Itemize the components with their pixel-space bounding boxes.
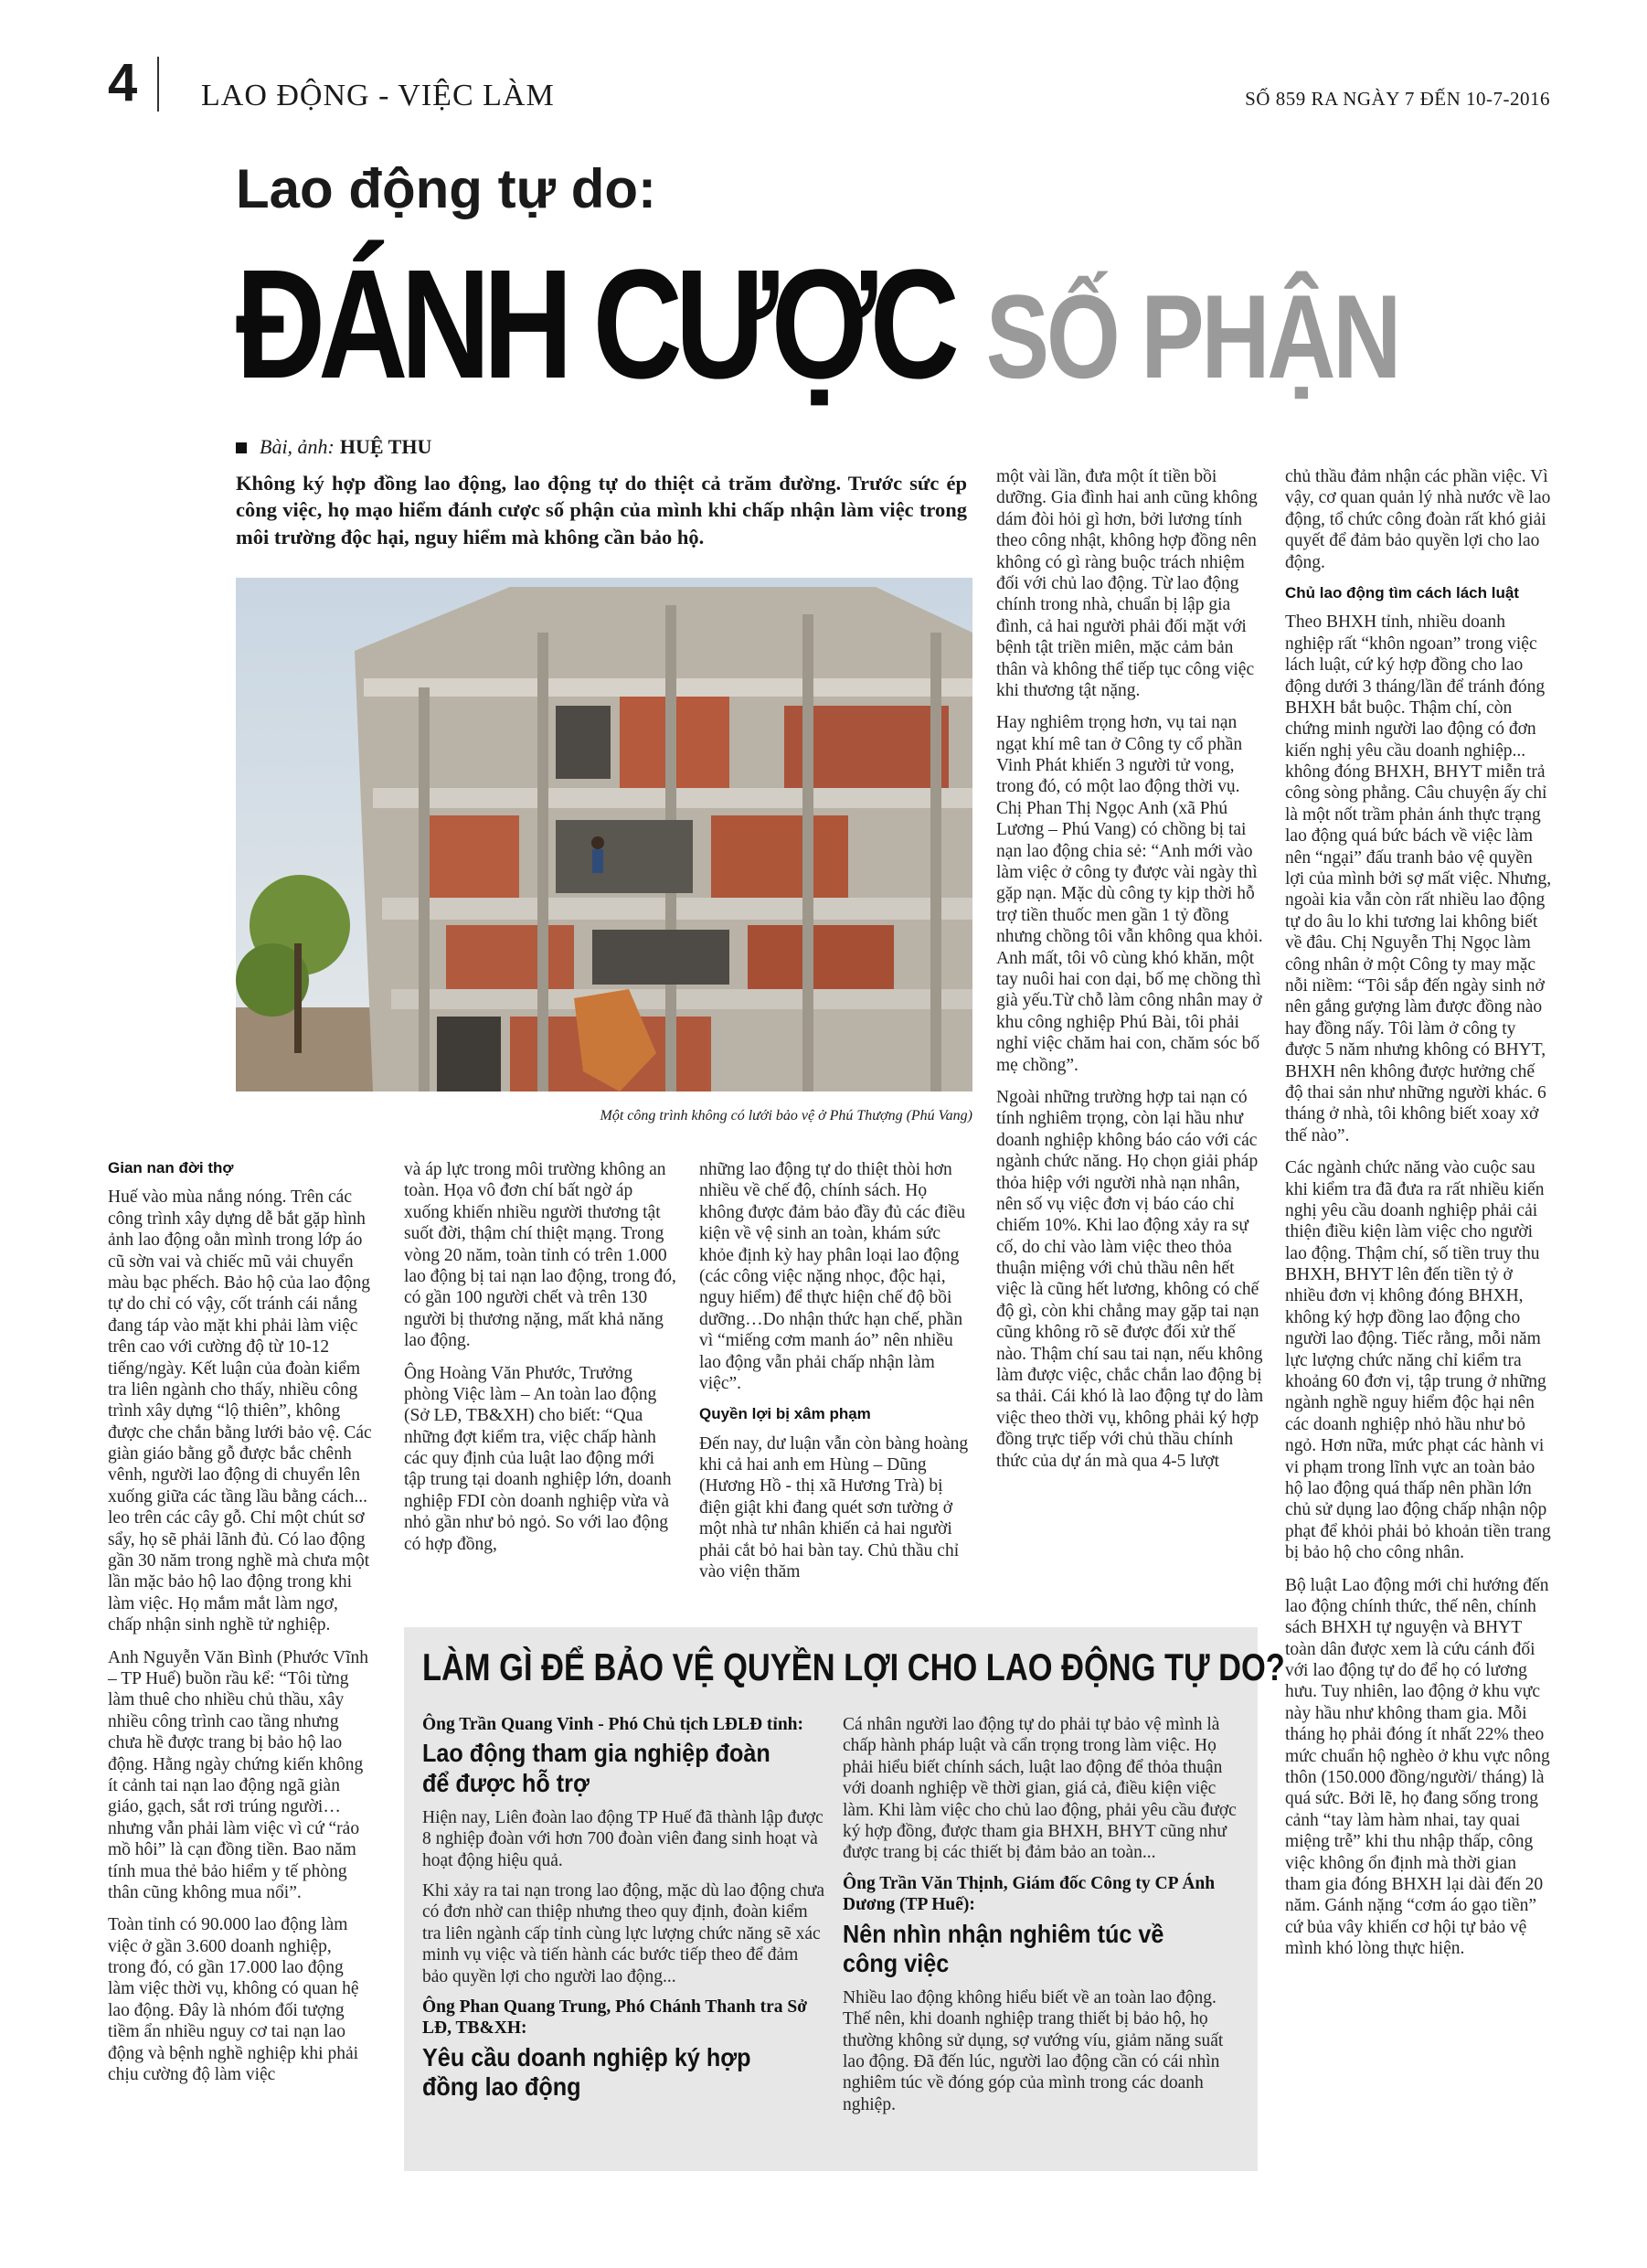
page-number: 4 — [108, 53, 138, 112]
box-column-right — [843, 1714, 1239, 2124]
byline-label: Bài, ảnh: — [260, 435, 335, 458]
paragraph: Bộ luật Lao động mới chỉ hướng đến lao động chính thức, thế nên, chính sách BHXH tự nguyện và BHYT toàn dân được xem là cứu cánh đối với lao động tự do để họ có lương hưu. Tuy nhiên, lao động ở khu vực này hầu như không tham gia. Mỗi tháng họ phải đóng ít nhất 22% theo mức chuẩn hộ nghèo ở khu vực nông thôn (150.000 đồng/người/ tháng) là quá sức. Bởi lẽ, họ đang sống trong cảnh “tay làm hàm nhai, tay quai miệng trễ” khi thu nhập thấp, công việc không ổn định mà thời gian tham gia đóng BHXH lại dài đến 20 năm. Gánh nặng “cơm áo gạo tiền” cứ bủa vây khiến cơ hội tự bảo vệ mình khó lòng thực hiện. — [1285, 1575, 1550, 1959]
quote-heading: Nên nhìn nhận nghiêm túc về công việc — [843, 1919, 1164, 1977]
construction-building-illustration — [236, 578, 972, 1091]
column-4 — [996, 466, 1267, 1483]
paragraph: Anh Nguyễn Văn Bình (Phước Vĩnh – TP Huế) buồn rầu kể: “Tôi từng làm thuê cho nhiều chủ thầu, xây nhiều công trình cao tầng nhưng chưa hề được trang bị bảo hộ lao động. Hằng ngày chứng kiến không ít cảnh tai nạn lao động ngã giàn giáo, gạch, sắt rơi trúng người… nhưng vẫn phải làm việc vì cứ “rảo mồ hôi” là cạn đồng tiền. Bao năm tính mua thẻ bảo hiểm y tế phòng thân cũng không mua nổi”. — [108, 1647, 369, 1902]
paragraph: Theo BHXH tỉnh, nhiều doanh nghiệp rất “khôn ngoan” trong việc lách luật, cứ ký hợp đồng cho lao động dưới 3 tháng/lần để tránh đóng BHXH bắt buộc. Thậm chí, còn chứng minh người lao động có đơn kiến nghị yêu cầu doanh nghiệp... không đóng BHXH, BHYT miễn trả công sòng phẳng. Câu chuyện ấy chỉ là một nốt trầm phản ánh thực trạng lao động quá bức bách về việc làm nên “ngại” đấu tranh bảo vệ quyền lợi của mình bởi sợ mất việc. Nhưng, ngoài kia vẫn còn rất nhiều lao động tự do âu lo khi tương lai không biết về đâu. Chị Nguyễn Thị Ngọc làm công nhân ở một Công ty may mặc nỗi niềm: “Tôi sắp đến ngày sinh nở nên gắng gượng làm được đồng nào hay đồng nấy. Tôi làm ở công ty được 5 năm nhưng không có BHYT, BHXH nên không được hưởng chế độ thai sản như những người khác. 6 tháng ở nhà, tôi không biết xoay xở thế nào”. — [1285, 612, 1552, 1145]
column-2 — [404, 1159, 678, 1566]
paragraph: một vài lần, đưa một ít tiền bồi dưỡng. Gia đình hai anh cũng không dám đòi hỏi gì hơn, bởi lương tính theo công nhật, không hợp đồng nên không có gì ràng buộc trách nhiệm đối với chủ lao động. Từ lao động chính trong nhà, chuẩn bị lập gia đình, cả hai người phải đối mặt với bệnh tật triền miên, mặc cảm bản thân và không thể tiếp tục công việc khi thương tật nặng. — [996, 467, 1258, 700]
headline-black: ĐÁNH CƯỢC — [236, 238, 952, 411]
column-5 — [1285, 466, 1556, 1971]
square-bullet-icon — [236, 442, 247, 453]
byline — [236, 435, 431, 459]
paragraph: Đến nay, dư luận vẫn còn bàng hoàng khi cả hai anh em Hùng – Dũng (Hương Hồ - thị xã Hương Trà) bị điện giật khi đang quét sơn tường ở một nhà tư nhân khiến cả hai người phải cắt bỏ hai bàn tay. Chủ thầu chỉ vào viện thăm — [699, 1433, 969, 1582]
paragraph: Hay nghiêm trọng hơn, vụ tai nạn ngạt khí mê tan ở Công ty cổ phần Vinh Phát khiến 3 người tử vong, trong đó, có một lao động thời vụ. Chị Phan Thị Ngọc Anh (xã Phú Lương – Phú Vang) có chồng bị tai nạn lao động chia sẻ: “Anh mới vào làm việc ở công ty được vài ngày thì gặp nạn. Mặc dù công ty kịp thời hỗ trợ tiền thuốc men gần 1 tỷ đồng nhưng chồng tôi vẫn không qua khỏi. Anh mất, tôi vô cùng khó khăn, một tay nuôi hai con dại, bố mẹ chồng thì già yếu.Từ chỗ làm công nhân may ở khu công nghiệp Phú Bài, tôi phải nghỉ việc chăm hai con, chăm sóc bố mẹ chồng”. — [996, 713, 1263, 1075]
paragraph: Toàn tỉnh có 90.000 lao động làm việc ở gần 3.600 doanh nghiệp, trong đó, có gần 17.000 lao động làm việc thời vụ, không có quan hệ lao động. Đây là nhóm đối tượng tiềm ẩn nhiều nguy cơ tai nạn lao động và bệnh nghề nghiệp khi phải chịu cường độ làm việc — [108, 1915, 359, 2085]
subheading: Gian nan đời thợ — [108, 1159, 234, 1177]
section-title: LAO ĐỘNG - VIỆC LÀM — [201, 79, 555, 112]
article-photo — [236, 578, 972, 1091]
header-divider — [157, 57, 159, 112]
speaker: Ông Trần Quang Vinh - Phó Chủ tịch LĐLĐ tỉnh: — [422, 1715, 804, 1734]
paragraph: Cá nhân người lao động tự do phải tự bảo vệ mình là chấp hành pháp luật và cẩn trọng trong làm việc. Họ phải hiểu biết chính sách, luật lao động để thỏa thuận với doanh nghiệp về thời gian, giá cả, điều kiện việc làm. Khi làm việc cho chủ lao động, phải yêu cầu được ký hợp đồng, được tham gia BHXH, BHYT cũng như được trang bị các thiết bị đảm bảo an toàn... — [843, 1715, 1237, 1863]
byline-author: HUỆ THU — [339, 435, 432, 458]
quote-heading: Lao động tham gia nghiệp đoàn để được hỗ trợ — [422, 1739, 770, 1797]
speaker: Ông Trần Văn Thịnh, Giám đốc Công ty CP Ánh Dương (TP Huế): — [843, 1873, 1216, 1915]
paragraph: Các ngành chức năng vào cuộc sau khi kiểm tra đã đưa ra rất nhiều kiến nghị yêu cầu doanh nghiệp phải cải thiện điều kiện làm việc cho người lao động. Thậm chí, số tiền truy thu BHXH, BHYT lên đến tiền tỷ ở nhiều đơn vị không đóng BHXH, không ký hợp đồng lao động cho người lao động. Tiếc rằng, mỗi năm lực lượng chức năng chỉ kiểm tra khoảng 60 đơn vị, tập trung ở những ngành nghề nguy hiểm độc hại nên các doanh nghiệp nhỏ hầu như bỏ ngỏ. Hơn nữa, mức phạt các hành vi vi phạm trong lĩnh vực an toàn bảo hộ lao động quá thấp nên phần lớn chủ sử dụng lao động chấp nhận nộp phạt để khỏi phải bỏ khoản tiền trang bị bảo hộ cho công nhân. — [1285, 1158, 1551, 1563]
paragraph: Nhiều lao động không hiểu biết về an toàn lao động. Thế nên, khi doanh nghiệp trang thiết bị bảo hộ, họ thường không sử dụng, sợ vướng víu, giảm năng suất lao động. Đã đến lúc, người lao động cần có cái nhìn nghiêm túc về đóng góp của mình trong các doanh nghiệp. — [843, 1987, 1224, 2114]
headline-gray: SỐ PHẬN — [985, 270, 1399, 403]
paragraph: chủ thầu đảm nhận các phần việc. Vì vậy, cơ quan quản lý nhà nước về lao động, tổ chức công đoàn rất khó giải quyết để đảm bảo quyền lợi cho lao động. — [1285, 467, 1551, 572]
paragraph: và áp lực trong môi trường không an toàn. Họa vô đơn chí bất ngờ áp xuống khiến nhiều người thương tật suốt đời, thậm chí thiệt mạng. Trong vòng 20 năm, toàn tỉnh có trên 1.000 lao động bị tai nạn lao động, trong đó, có gần 100 người chết và trên 130 người bị thương nặng, mất khả năng lao động. — [404, 1160, 676, 1351]
lead-paragraph: Không ký hợp đồng lao động, lao động tự do thiệt cả trăm đường. Trước sức ép công việc, họ mạo hiểm đánh cược số phận của mình khi chấp nhận làm việc trong môi trường độc hại, nguy hiểm mà không cần bảo hộ. — [236, 472, 967, 548]
subheading: Chủ lao động tìm cách lách luật — [1285, 583, 1519, 602]
paragraph: Khi xảy ra tai nạn trong lao động, mặc dù lao động chưa có đơn nhờ can thiệp nhưng theo quy định, đoàn kiểm tra liên ngành cấp tỉnh cùng lực lượng chức năng sẽ xác minh vụ việc và tiến hành các bước tiếp theo để đảm bảo quyền lợi cho người lao động... — [422, 1880, 824, 1986]
headline — [236, 238, 1399, 411]
issue-date: SỐ 859 RA NGÀY 7 ĐẾN 10-7-2016 — [1245, 88, 1550, 110]
box-column-left — [422, 1714, 824, 2111]
paragraph: những lao động tự do thiệt thòi hơn nhiều về chế độ, chính sách. Họ không được đảm bảo đầy đủ các điều kiện về vệ sinh an toàn, khám sức khỏe định kỳ hay phân loại lao động (các công việc nặng nhọc, độc hại, nguy hiểm) để thực hiện chế độ bồi dưỡng…Do nhận thức hạn chế, phần vì “miếng cơm manh áo” nên nhiều lao động vẫn phải chấp nhận làm việc”. — [699, 1160, 966, 1393]
sidebar-box — [404, 1627, 1285, 2171]
speaker: Ông Phan Quang Trung, Phó Chánh Thanh tra Sở LĐ, TB&XH: — [422, 1996, 808, 2039]
paragraph: Huế vào mùa nắng nóng. Trên các công trình xây dựng dễ bắt gặp hình ảnh lao động oằn mình trong lớp áo cũ sờn vai và chiếc mũ vải chuyển màu bạc phếch. Bảo hộ của lao động tự do chỉ có vậy, cốt tránh cái nắng đang táp vào mặt khi phải làm việc trên cao với cường độ từ 10-12 tiếng/ngày. Kết luận của đoàn kiểm tra liên ngành cho thấy, nhiều công trình xây dựng “lộ thiên”, không được che chắn bằng lưới bảo vệ. Các giàn giáo bằng gỗ được bắc chênh vênh, người lao động di chuyển lên xuống giữa các tầng lầu bằng cách... leo trên các cây gỗ. Chỉ một chút sơ sẩy, họ sẽ phải lãnh đủ. Có lao động gần 30 năm trong nghề mà chưa một lần mặc bảo hộ lao động trong khi làm việc. Họ mắm mắt làm ngơ, chấp nhận sinh nghề tử nghiệp. — [108, 1187, 372, 1635]
box-title: LÀM GÌ ĐỂ BẢO VỆ QUYỀN LỢI CHO LAO ĐỘNG TỰ DO? — [422, 1645, 1285, 1688]
paragraph: Ngoài những trường hợp tai nạn có tính nghiêm trọng, còn lại hầu như doanh nghiệp không báo cáo với các ngành chức năng. Họ chọn giải pháp thỏa hiệp với người nhà nạn nhân, nên số vụ việc đơn vị báo cáo chỉ chiếm 10%. Khi lao động xảy ra sự cố, do chỉ vào làm việc theo thỏa thuận miệng với chủ thầu nên hết việc là cũng hết lương, không có chế độ gì, còn khi chẳng may gặp tai nạn cũng không rõ sẽ được đối xử thế nào. Thậm chí sau tai nạn, nếu không làm được việc, chắc chắn lao động bị sa thải. Cái khó là lao động tự do làm việc theo thời vụ, không phải ký hợp đồng trực tiếp với chủ thầu chính thức của dự án mà qua 4-5 lượt — [996, 1087, 1264, 1471]
paragraph: Ông Hoàng Văn Phước, Trưởng phòng Việc làm – An toàn lao động (Sở LĐ, TB&XH) cho biết: “Qua những đợt kiểm tra, việc chấp hành các quy định của luật lao động mới tập trung tại doanh nghiệp lớn, doanh nghiệp FDI còn doanh nghiệp vừa và nhỏ gần như bỏ ngỏ. So với lao động có hợp đồng, — [404, 1363, 672, 1554]
headline-kicker: Lao động tự do: — [236, 158, 656, 219]
photo-caption: Một công trình không có lưới bảo vệ ở Phú Thượng (Phú Vang) — [600, 1108, 972, 1123]
quote-heading: Yêu cầu doanh nghiệp ký hợp đồng lao động — [422, 2042, 751, 2101]
column-3 — [699, 1159, 973, 1593]
column-1 — [108, 1159, 373, 2096]
paragraph: Hiện nay, Liên đoàn lao động TP Huế đã thành lập được 8 nghiệp đoàn với hơn 700 đoàn viên đang sinh hoạt và hoạt động hiệu quả. — [422, 1807, 824, 1870]
subheading: Quyền lợi bị xâm phạm — [699, 1405, 871, 1423]
